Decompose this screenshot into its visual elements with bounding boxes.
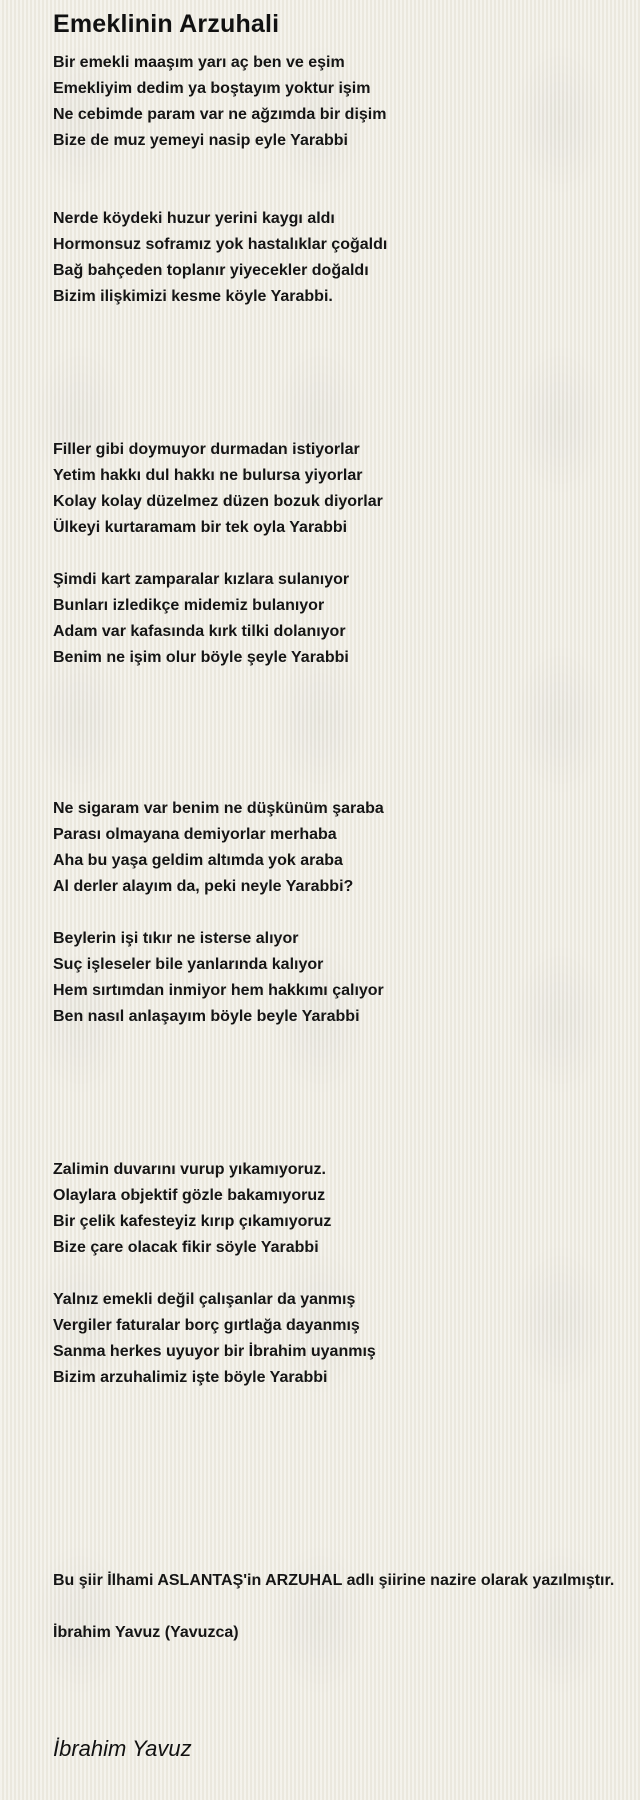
- poem-line: Ne cebimde param var ne ağzımda bir dişim: [53, 106, 387, 123]
- poem-line: Bağ bahçeden toplanır yiyecekler doğaldı: [53, 262, 369, 279]
- poem-line: Bir emekli maaşım yarı aç ben ve eşim: [53, 54, 345, 71]
- stanza-4: [53, 567, 349, 671]
- poem-line: Al derler alayım da, peki neyle Yarabbi?: [53, 878, 354, 895]
- poem-line: Bize de muz yemeyi nasip eyle Yarabbi: [53, 132, 348, 149]
- poem-line: Zalimin duvarını vurup yıkamıyoruz.: [53, 1161, 326, 1178]
- poem-byline: İbrahim Yavuz (Yavuzca): [53, 1624, 239, 1641]
- poem-line: Bunları izledikçe midemiz bulanıyor: [53, 597, 325, 614]
- poem-line: Aha bu yaşa geldim altımda yok araba: [53, 852, 343, 869]
- poem-line: Yetim hakkı dul hakkı ne bulursa yiyorlar: [53, 467, 363, 484]
- stanza-5: [53, 796, 384, 900]
- poem-line: Sanma herkes uyuyor bir İbrahim uyanmış: [53, 1343, 376, 1360]
- poem-line: Ne sigaram var benim ne düşkünüm şaraba: [53, 800, 384, 817]
- author-signature: İbrahim Yavuz: [53, 1736, 192, 1761]
- poem-title: Emeklinin Arzuhali: [53, 10, 280, 38]
- stanza-8: [53, 1287, 376, 1391]
- poem-line: Yalnız emekli değil çalışanlar da yanmış: [53, 1291, 356, 1308]
- poem-line: Parası olmayana demiyorlar merhaba: [53, 826, 337, 843]
- poem-line: Hem sırtımdan inmiyor hem hakkımı çalıyor: [53, 982, 384, 999]
- poem-line: Nerde köydeki huzur yerini kaygı aldı: [53, 210, 335, 227]
- poem-line: Hormonsuz soframız yok hastalıklar çoğaldı: [53, 236, 388, 253]
- poem-line: Bizim ilişkimizi kesme köyle Yarabbi.: [53, 288, 333, 305]
- poem-line: Şimdi kart zamparalar kızlara sulanıyor: [53, 571, 350, 588]
- stanza-6: [53, 926, 384, 1030]
- poem-line: Vergiler faturalar borç gırtlağa dayanmış: [53, 1317, 360, 1334]
- poem-line: Ben nasıl anlaşayım böyle beyle Yarabbi: [53, 1008, 360, 1025]
- poem-line: Kolay kolay düzelmez düzen bozuk diyorlar: [53, 493, 383, 510]
- poem-line: Beylerin işi tıkır ne isterse alıyor: [53, 930, 299, 947]
- poem-note: Bu şiir İlhami ASLANTAŞ'in ARZUHAL adlı şiirine nazire olarak yazılmıştır.: [53, 1572, 615, 1589]
- stanza-1: [53, 50, 386, 154]
- stanza-2: [53, 206, 387, 310]
- poem-line: Bize çare olacak fikir söyle Yarabbi: [53, 1239, 319, 1256]
- poem-line: Benim ne işim olur böyle şeyle Yarabbi: [53, 649, 349, 666]
- poem-line: Filler gibi doymuyor durmadan istiyorlar: [53, 441, 360, 458]
- poem-line: Olaylara objektif gözle bakamıyoruz: [53, 1187, 326, 1204]
- poem-line: Ülkeyi kurtaramam bir tek oyla Yarabbi: [53, 519, 348, 536]
- poem-line: Suç işleseler bile yanlarında kalıyor: [53, 956, 324, 973]
- stanza-7: [53, 1157, 331, 1261]
- poem-line: Bizim arzuhalimiz işte böyle Yarabbi: [53, 1369, 328, 1386]
- poem-line: Emekliyim dedim ya boştayım yoktur işim: [53, 80, 371, 97]
- poem-line: Adam var kafasında kırk tilki dolanıyor: [53, 623, 346, 640]
- poem-line: Bir çelik kafesteyiz kırıp çıkamıyoruz: [53, 1213, 332, 1230]
- stanza-3: [53, 437, 383, 541]
